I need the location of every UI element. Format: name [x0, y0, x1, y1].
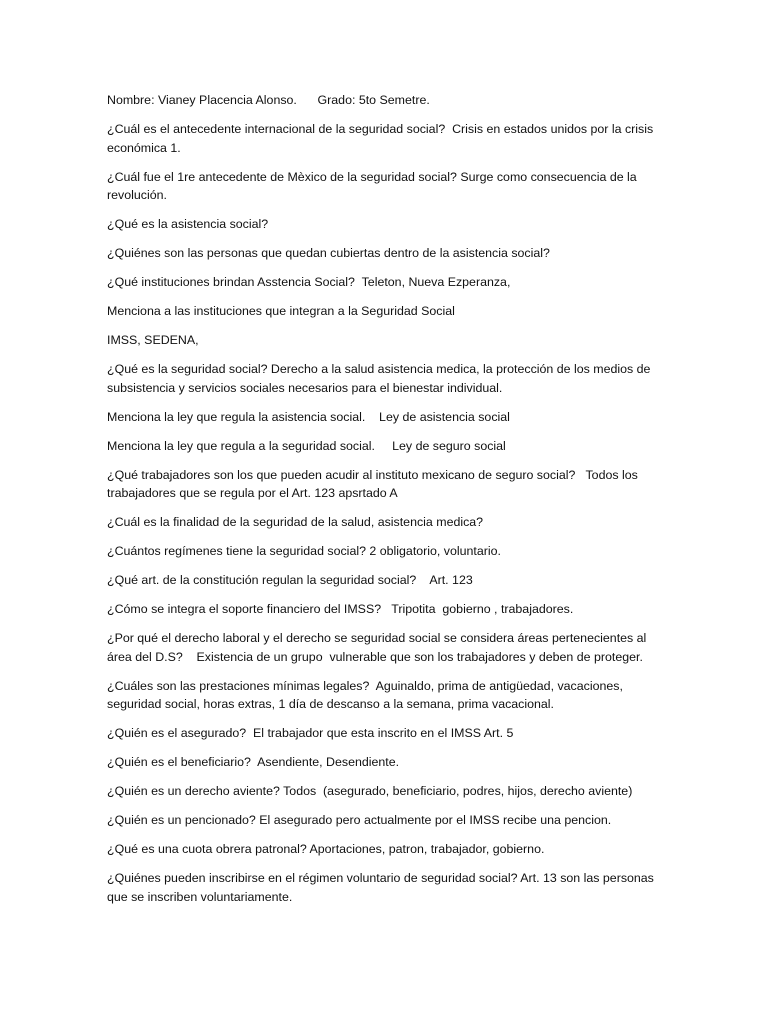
question-covered-persons: ¿Quiénes son las personas que quedan cubiertas dentro de la asistencia social?: [107, 246, 550, 260]
question-employer-fee: ¿Qué es una cuota obrera patronal? Aportaciones, patron, trabajador, gobierno.: [107, 842, 545, 856]
question-imss-financing: ¿Cómo se integra el soporte financiero del IMSS? Tripotita gobierno , trabajadores.: [107, 602, 574, 616]
question-assistance-law: Menciona la ley que regula la asistencia social. Ley de asistencia social: [107, 409, 510, 424]
question-imss-workers: ¿Qué trabajadores son los que pueden acudir al instituto mexicano de seguro social? Todos los trabajadores que se regula por el Art. 123 apsrtado A: [107, 467, 642, 500]
question-security-institutions: Menciona a las instituciones que integran a la Seguridad Social: [107, 304, 455, 318]
question-assistance-institutions: ¿Qué instituciones brindan Asstencia Social? Teleton, Nueva Ezperanza,: [107, 275, 511, 289]
question-social-assistance: ¿Qué es la asistencia social?: [107, 217, 269, 231]
answer-security-institutions: IMSS, SEDENA,: [107, 333, 199, 347]
question-voluntary-regime: ¿Quiénes pueden inscribirse en el régimen voluntario de seguridad social? Art. 13 son las personas que se inscriben voluntariamente.: [107, 871, 658, 904]
question-entitled: ¿Quién es un derecho aviente? Todos (asegurado, beneficiario, podres, hijos, derecho aviente): [107, 784, 633, 798]
question-pensioner: ¿Quién es un pencionado? El asegurado pero actualmente por el IMSS recibe una pencion.: [107, 813, 612, 827]
question-beneficiary: ¿Quién es el beneficiario? Asendiente, Desendiente.: [107, 755, 400, 769]
question-social-security: ¿Qué es la seguridad social? Derecho a la salud asistencia medica, la protección de los medios de subsistencia y servicios sociales necesarios para el bienestar individual.: [107, 362, 654, 395]
question-international-antecedent: ¿Cuál es el antecedente internacional de la seguridad social? Crisis en estados unidos por la crisis económica 1.: [107, 122, 657, 155]
question-insured: ¿Quién es el asegurado? El trabajador que esta inscrito en el IMSS Art. 5: [107, 726, 514, 740]
question-minimum-benefits: ¿Cuáles son las prestaciones mínimas legales? Aguinaldo, prima de antigüedad, vacaciones, seguridad social, horas extras, 1 día de descanso a la semana, prima vacacional.: [107, 678, 627, 711]
question-constitution-article: ¿Qué art. de la constitución regulan la seguridad social? Art. 123: [107, 573, 473, 587]
document-body: [107, 91, 667, 917]
question-security-law: Menciona la ley que regula a la seguridad social. Ley de seguro social: [107, 438, 506, 453]
question-health-purpose: ¿Cuál es la finalidad de la seguridad de la salud, asistencia medica?: [107, 515, 484, 529]
question-labor-law-area: ¿Por qué el derecho laboral y el derecho se seguridad social se considera áreas pertenecientes al área del D.S? Existencia de un grupo vulnerable que son los trabajadores y deben de proteger.: [107, 631, 650, 664]
student-header: Nombre: Vianey Placencia Alonso. Grado: 5to Semetre.: [107, 93, 430, 107]
question-regimes: ¿Cuántos regímenes tiene la seguridad social? 2 obligatorio, voluntario.: [107, 544, 501, 558]
question-mexico-antecedent: ¿Cuál fue el 1re antecedente de Mèxico de la seguridad social? Surge como consecuencia de la revolución.: [107, 169, 641, 202]
